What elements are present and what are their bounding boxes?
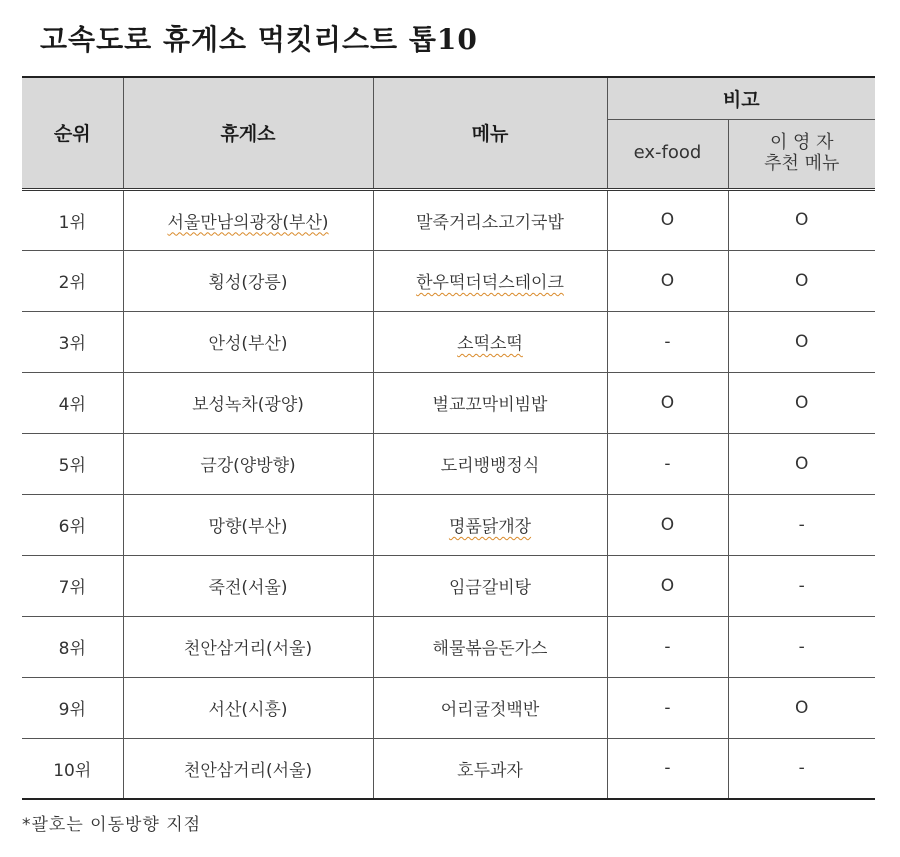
cell-recommend bbox=[728, 372, 875, 433]
table-row bbox=[22, 250, 875, 311]
cell-recommend-text: - bbox=[798, 514, 805, 535]
cell-exfood-text: O bbox=[660, 392, 675, 413]
cell-rank-text: 4위 bbox=[58, 395, 86, 415]
cell-rank bbox=[22, 433, 123, 494]
header-recommend-line1: 이 영 자 bbox=[769, 131, 834, 153]
cell-exfood bbox=[607, 738, 728, 799]
cell-menu bbox=[373, 433, 607, 494]
cell-rest-area-text: 천안삼거리(서울) bbox=[183, 639, 313, 659]
cell-menu-text: 임금갈비탕 bbox=[448, 578, 532, 598]
cell-menu-text: 한우떡더덕스테이크 bbox=[416, 273, 564, 293]
table-row bbox=[22, 372, 875, 433]
cell-menu bbox=[373, 311, 607, 372]
cell-menu-text: 소떡소떡 bbox=[457, 334, 523, 354]
cell-exfood-text: O bbox=[660, 210, 675, 230]
cell-menu bbox=[373, 555, 607, 616]
table-row bbox=[22, 738, 875, 799]
cell-recommend bbox=[728, 311, 875, 372]
table-row bbox=[22, 311, 875, 372]
page-title-text: 고속도로 휴게소 먹킷리스트 톱10 bbox=[40, 23, 478, 56]
cell-rank bbox=[22, 311, 123, 372]
cell-exfood-text: - bbox=[664, 453, 671, 474]
cell-menu bbox=[373, 372, 607, 433]
cell-rest-area-text: 안성(부산) bbox=[208, 334, 288, 354]
cell-exfood bbox=[607, 433, 728, 494]
cell-recommend-text: - bbox=[798, 636, 805, 657]
cell-recommend bbox=[728, 433, 875, 494]
cell-rest-area-text: 망향(부산) bbox=[208, 517, 288, 537]
page-title bbox=[40, 18, 478, 58]
table-header bbox=[22, 77, 875, 189]
cell-rank bbox=[22, 250, 123, 311]
cell-rank bbox=[22, 189, 123, 250]
cell-menu-text: 명품닭개장 bbox=[448, 517, 532, 537]
header-rank: 순위 bbox=[22, 77, 123, 189]
rest-area-table bbox=[22, 76, 875, 800]
cell-rank-text: 1위 bbox=[58, 212, 86, 233]
cell-menu bbox=[373, 738, 607, 799]
cell-rest-area bbox=[123, 311, 373, 372]
cell-rest-area bbox=[123, 677, 373, 738]
cell-recommend bbox=[728, 250, 875, 311]
cell-rank bbox=[22, 616, 123, 677]
header-recommend-line2: 추천 메뉴 bbox=[764, 152, 840, 174]
cell-rank bbox=[22, 372, 123, 433]
cell-rest-area-text: 죽전(서울) bbox=[208, 578, 288, 598]
cell-exfood bbox=[607, 555, 728, 616]
cell-exfood-text: O bbox=[660, 575, 675, 596]
cell-rest-area-text: 서울만남의광장(부산) bbox=[167, 212, 329, 233]
cell-rank bbox=[22, 555, 123, 616]
cell-rank-text: 3위 bbox=[58, 334, 86, 354]
cell-exfood-text: O bbox=[660, 514, 675, 535]
cell-recommend bbox=[728, 555, 875, 616]
cell-exfood-text: - bbox=[664, 331, 671, 352]
cell-rank-text: 9위 bbox=[58, 700, 86, 720]
cell-rest-area bbox=[123, 494, 373, 555]
cell-menu-text: 호두과자 bbox=[457, 760, 523, 781]
cell-rank-text: 5위 bbox=[58, 456, 86, 476]
cell-menu bbox=[373, 494, 607, 555]
cell-exfood bbox=[607, 311, 728, 372]
cell-rest-area-text: 금강(양방향) bbox=[200, 456, 296, 476]
cell-recommend-text: - bbox=[798, 575, 805, 596]
cell-rest-area-text: 천안삼거리(서울) bbox=[183, 760, 313, 781]
cell-recommend bbox=[728, 616, 875, 677]
cell-rest-area bbox=[123, 250, 373, 311]
cell-rank-text: 7위 bbox=[58, 578, 86, 598]
cell-rest-area bbox=[123, 738, 373, 799]
cell-recommend-text: - bbox=[798, 758, 805, 779]
cell-recommend bbox=[728, 189, 875, 250]
cell-rest-area-text: 횡성(강릉) bbox=[208, 273, 288, 293]
cell-exfood-text: O bbox=[660, 270, 675, 291]
cell-rank-text: 8위 bbox=[58, 639, 86, 659]
footnote: *괄호는 이동방향 지점 bbox=[22, 815, 202, 835]
cell-recommend-text: O bbox=[795, 270, 809, 291]
cell-recommend-text: O bbox=[795, 453, 809, 474]
cell-rank-text: 6위 bbox=[58, 517, 86, 537]
cell-menu bbox=[373, 677, 607, 738]
cell-recommend-text: O bbox=[795, 210, 809, 230]
cell-exfood bbox=[607, 250, 728, 311]
table-row bbox=[22, 189, 875, 250]
table-row bbox=[22, 555, 875, 616]
cell-rest-area bbox=[123, 555, 373, 616]
header-exfood: ex-food bbox=[607, 119, 728, 189]
cell-rank-text: 10위 bbox=[53, 760, 92, 781]
header-rest-area: 휴게소 bbox=[123, 77, 373, 189]
cell-recommend bbox=[728, 494, 875, 555]
header-recommend bbox=[728, 119, 875, 189]
cell-exfood bbox=[607, 494, 728, 555]
cell-rest-area-text: 서산(시흥) bbox=[208, 700, 288, 720]
cell-menu bbox=[373, 189, 607, 250]
table-body bbox=[22, 189, 875, 799]
cell-rest-area bbox=[123, 433, 373, 494]
cell-exfood bbox=[607, 616, 728, 677]
header-remarks: 비고 bbox=[607, 77, 875, 119]
cell-menu-text: 말죽거리소고기국밥 bbox=[416, 212, 564, 233]
cell-rest-area-text: 보성녹차(광양) bbox=[192, 395, 304, 415]
cell-exfood-text: - bbox=[664, 636, 671, 657]
cell-menu-text: 벌교꼬막비빔밥 bbox=[432, 395, 548, 415]
cell-exfood bbox=[607, 189, 728, 250]
cell-menu bbox=[373, 250, 607, 311]
cell-rank bbox=[22, 494, 123, 555]
header-menu: 메뉴 bbox=[373, 77, 607, 189]
cell-recommend-text: O bbox=[795, 392, 809, 413]
header-row-top bbox=[22, 77, 875, 119]
cell-exfood bbox=[607, 372, 728, 433]
cell-rest-area bbox=[123, 616, 373, 677]
cell-recommend-text: O bbox=[795, 331, 809, 352]
table-row bbox=[22, 494, 875, 555]
cell-rest-area bbox=[123, 189, 373, 250]
cell-rank bbox=[22, 677, 123, 738]
cell-rest-area bbox=[123, 372, 373, 433]
cell-rank bbox=[22, 738, 123, 799]
cell-recommend bbox=[728, 738, 875, 799]
cell-exfood-text: - bbox=[664, 697, 671, 718]
cell-recommend-text: O bbox=[795, 697, 809, 718]
cell-menu-text: 해물볶음돈가스 bbox=[432, 639, 548, 659]
cell-exfood bbox=[607, 677, 728, 738]
cell-menu-text: 어리굴젓백반 bbox=[440, 700, 540, 720]
table-row bbox=[22, 677, 875, 738]
cell-recommend bbox=[728, 677, 875, 738]
cell-rank-text: 2위 bbox=[58, 273, 86, 293]
cell-exfood-text: - bbox=[664, 758, 671, 779]
table-row bbox=[22, 616, 875, 677]
cell-menu bbox=[373, 616, 607, 677]
cell-menu-text: 도리뱅뱅정식 bbox=[440, 456, 540, 476]
table-row bbox=[22, 433, 875, 494]
